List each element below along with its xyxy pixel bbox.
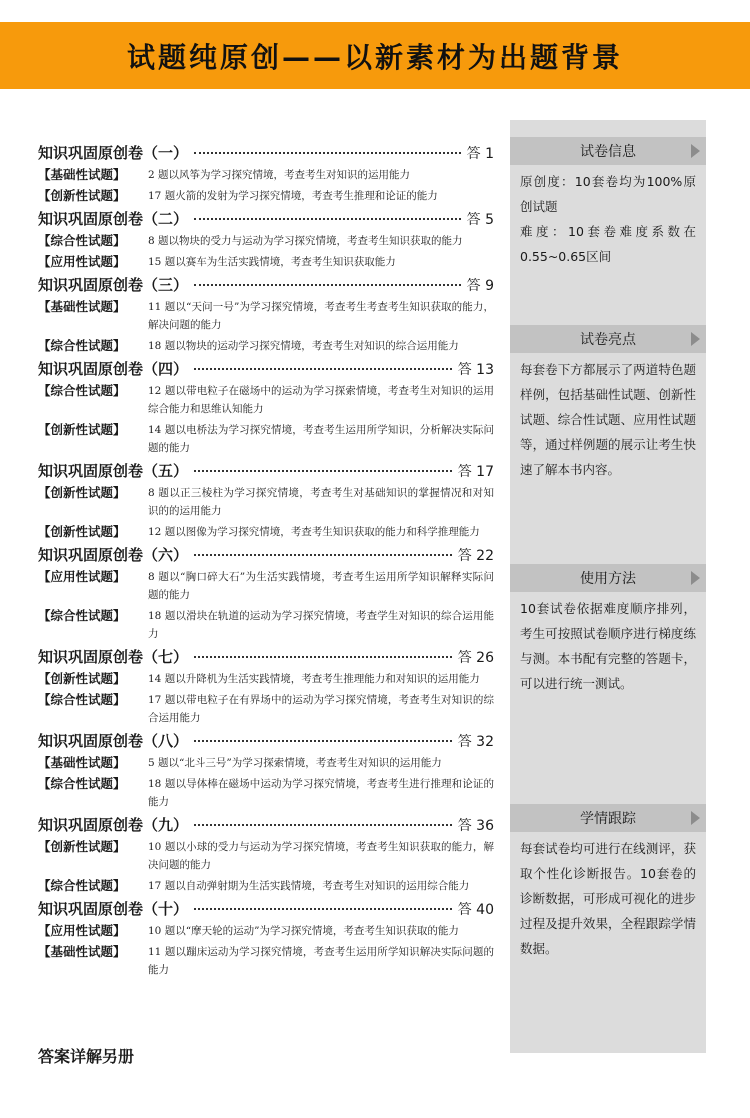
question-type-label: 【基础性试题】 bbox=[38, 755, 126, 770]
question-description: 14 题以升降机为生活实践情境，考查考生推理能力和对知识的运用能力 bbox=[148, 673, 480, 685]
toc-entry-title: 知识巩固原创卷（二） bbox=[38, 210, 189, 228]
toc-sub-item bbox=[38, 568, 494, 604]
question-description: 18 题以物块的运动学习探究情境，考查考生对知识的综合运用能力 bbox=[148, 340, 459, 352]
toc-entry-heading bbox=[38, 730, 494, 754]
toc-sub-item bbox=[38, 754, 494, 772]
toc-entry-title: 知识巩固原创卷（一） bbox=[38, 144, 189, 162]
toc-entry-page: 答 22 bbox=[457, 548, 494, 564]
question-type-label: 【综合性试题】 bbox=[38, 383, 126, 398]
toc-entry[interactable] bbox=[38, 730, 494, 811]
panel-section-header[interactable] bbox=[510, 137, 706, 165]
question-type-label: 【综合性试题】 bbox=[38, 878, 126, 893]
toc-entry-page: 答 13 bbox=[457, 362, 494, 378]
question-description: 17 题火箭的发射为学习探究情境，考查考生推理和论证的能力 bbox=[148, 190, 438, 202]
question-description: 8 题以“胸口碎大石”为生活实践情境，考查考生运用所学知识解释实际问题的能力 bbox=[148, 571, 494, 601]
panel-section-body: 原创度：10套卷均为100%原创试题 难度：10套卷难度系数在0.55~0.65区间 bbox=[520, 174, 696, 264]
panel-section-header[interactable] bbox=[510, 804, 706, 832]
question-description: 11 题以蹦床运动为学习探究情境，考查考生运用所学知识解决实际问题的能力 bbox=[148, 946, 494, 976]
panel-section-body: 每套试卷均可进行在线测评，获取个性化诊断报告。10套卷的诊断数据，可形成可视化的进步过程及提升效果，全程跟踪学情数据。 bbox=[520, 841, 696, 956]
toc-entry-page: 答 9 bbox=[466, 278, 494, 294]
panel-section-exam-info bbox=[510, 137, 706, 269]
dot-leader bbox=[194, 656, 452, 658]
question-type-label: 【综合性试题】 bbox=[38, 692, 126, 707]
dot-leader bbox=[194, 218, 461, 220]
toc-entry-heading bbox=[38, 142, 494, 166]
question-type-label: 【创新性试题】 bbox=[38, 485, 126, 500]
toc-entry[interactable] bbox=[38, 646, 494, 727]
dot-leader bbox=[194, 470, 452, 472]
toc-entry[interactable] bbox=[38, 208, 494, 271]
toc-entry-heading bbox=[38, 646, 494, 670]
toc-sub-item bbox=[38, 421, 494, 457]
panel-section-body: 每套卷下方都展示了两道特色题样例，包括基础性试题、创新性试题、综合性试题、应用性试题等，通过样例题的展示让考生快速了解本书内容。 bbox=[520, 362, 696, 477]
question-description: 12 题以图像为学习探究情境，考查考生知识获取的能力和科学推理能力 bbox=[148, 526, 480, 538]
panel-section-body: 10套试卷依据难度顺序排列，考生可按照试卷顺序进行梯度练与测。本书配有完整的答题卡，可以进行统一测试。 bbox=[520, 601, 696, 691]
question-description: 2 题以风筝为学习探究情境，考查考生对知识的运用能力 bbox=[148, 169, 411, 181]
panel-section-learning-tracking bbox=[510, 804, 706, 961]
page-title: 试题纯原创——以新素材为出题背景 bbox=[126, 40, 623, 74]
toc-sub-item bbox=[38, 187, 494, 205]
panel-section-title: 试卷亮点 bbox=[580, 332, 636, 348]
question-type-label: 【应用性试题】 bbox=[38, 254, 126, 269]
toc-sub-item bbox=[38, 670, 494, 688]
toc-sub-item bbox=[38, 298, 494, 334]
toc-entry[interactable] bbox=[38, 274, 494, 355]
question-type-label: 【创新性试题】 bbox=[38, 839, 126, 854]
question-type-label: 【基础性试题】 bbox=[38, 299, 126, 314]
toc-entry-heading bbox=[38, 544, 494, 568]
dot-leader bbox=[194, 554, 452, 556]
dot-leader bbox=[194, 908, 452, 910]
arrow-right-icon bbox=[691, 144, 700, 158]
question-description: 11 题以“天问一号”为学习探究情境，考查考生考查考生知识获取的能力，解决问题的能力 bbox=[148, 301, 494, 331]
toc-entry-title: 知识巩固原创卷（六） bbox=[38, 546, 189, 564]
dot-leader bbox=[194, 824, 452, 826]
panel-section-header[interactable] bbox=[510, 325, 706, 353]
question-description: 10 题以“摩天轮的运动”为学习探究情境，考查考生知识获取的能力 bbox=[148, 925, 459, 937]
question-type-label: 【基础性试题】 bbox=[38, 167, 126, 182]
toc-sub-item bbox=[38, 523, 494, 541]
question-type-label: 【创新性试题】 bbox=[38, 188, 126, 203]
toc-entry-page: 答 26 bbox=[457, 650, 494, 666]
question-type-label: 【创新性试题】 bbox=[38, 524, 126, 539]
info-panel bbox=[510, 120, 706, 1053]
toc-sub-item bbox=[38, 166, 494, 184]
panel-section-header[interactable] bbox=[510, 564, 706, 592]
toc-entry-page: 答 32 bbox=[457, 734, 494, 750]
question-description: 8 题以物块的受力与运动为学习探究情境，考查考生知识获取的能力 bbox=[148, 235, 463, 247]
question-description: 12 题以带电粒子在磁场中的运动为学习探索情境，考查考生对知识的运用综合能力和思维认知能力 bbox=[148, 385, 494, 415]
question-description: 14 题以电桥法为学习探究情境，考查考生运用所学知识，分析解决实际问题的能力 bbox=[148, 424, 494, 454]
toc-entry-page: 答 17 bbox=[457, 464, 494, 480]
question-type-label: 【综合性试题】 bbox=[38, 233, 126, 248]
question-type-label: 【综合性试题】 bbox=[38, 776, 126, 791]
question-description: 15 题以赛车为生活实践情境，考查考生知识获取能力 bbox=[148, 256, 396, 268]
question-description: 10 题以小球的受力与运动为学习探究情境，考查考生知识获取的能力，解决问题的能力 bbox=[148, 841, 494, 871]
dot-leader bbox=[194, 368, 452, 370]
toc-entry-title: 知识巩固原创卷（九） bbox=[38, 816, 189, 834]
question-type-label: 【应用性试题】 bbox=[38, 923, 126, 938]
arrow-right-icon bbox=[691, 571, 700, 585]
toc-entry[interactable] bbox=[38, 358, 494, 457]
question-type-label: 【综合性试题】 bbox=[38, 338, 126, 353]
toc-entry-heading bbox=[38, 460, 494, 484]
toc-entry[interactable] bbox=[38, 898, 494, 979]
toc-entry-heading bbox=[38, 358, 494, 382]
toc-sub-item bbox=[38, 232, 494, 250]
arrow-right-icon bbox=[691, 811, 700, 825]
question-description: 18 题以导体棒在磁场中运动为学习探究情境，考查考生进行推理和论证的能力 bbox=[148, 778, 494, 808]
toc-entry-title: 知识巩固原创卷（八） bbox=[38, 732, 189, 750]
table-of-contents bbox=[38, 142, 494, 982]
toc-entry-title: 知识巩固原创卷（三） bbox=[38, 276, 189, 294]
toc-sub-item bbox=[38, 607, 494, 643]
toc-entry-heading bbox=[38, 274, 494, 298]
toc-entry-heading bbox=[38, 208, 494, 232]
panel-section-exam-highlights bbox=[510, 325, 706, 482]
question-description: 18 题以滑块在轨道的运动为学习探究情境，考查学生对知识的综合运用能力 bbox=[148, 610, 494, 640]
toc-entry-heading bbox=[38, 898, 494, 922]
dot-leader bbox=[194, 152, 461, 154]
panel-section-title: 学情跟踪 bbox=[580, 811, 636, 827]
toc-entry[interactable] bbox=[38, 460, 494, 541]
question-type-label: 【应用性试题】 bbox=[38, 569, 126, 584]
dot-leader bbox=[194, 284, 461, 286]
question-type-label: 【综合性试题】 bbox=[38, 608, 126, 623]
question-description: 17 题以带电粒子在有界场中的运动为学习探究情境，考查考生对知识的综合运用能力 bbox=[148, 694, 494, 724]
toc-sub-item bbox=[38, 484, 494, 520]
toc-footer: 答案详解另册 bbox=[38, 1047, 135, 1066]
panel-section-title: 试卷信息 bbox=[580, 144, 636, 160]
toc-entry-title: 知识巩固原创卷（七） bbox=[38, 648, 189, 666]
toc-entry[interactable] bbox=[38, 544, 494, 643]
header-banner bbox=[0, 22, 750, 89]
toc-entry-title: 知识巩固原创卷（十） bbox=[38, 900, 189, 918]
toc-sub-item bbox=[38, 877, 494, 895]
toc-sub-item bbox=[38, 775, 494, 811]
toc-entry[interactable] bbox=[38, 142, 494, 205]
toc-entry-page: 答 1 bbox=[466, 146, 494, 162]
toc-sub-item bbox=[38, 943, 494, 979]
toc-sub-item bbox=[38, 922, 494, 940]
question-description: 17 题以自动弹射期为生活实践情境，考查考生对知识的运用综合能力 bbox=[148, 880, 470, 892]
toc-sub-item bbox=[38, 382, 494, 418]
question-description: 5 题以“北斗三号”为学习探索情境，考查考生对知识的运用能力 bbox=[148, 757, 442, 769]
toc-sub-item bbox=[38, 691, 494, 727]
question-type-label: 【创新性试题】 bbox=[38, 671, 126, 686]
toc-sub-item bbox=[38, 337, 494, 355]
panel-section-usage-method bbox=[510, 564, 706, 696]
question-description: 8 题以正三棱柱为学习探究情境，考查考生对基础知识的掌握情况和对知识的的运用能力 bbox=[148, 487, 494, 517]
toc-entry-page: 答 36 bbox=[457, 818, 494, 834]
toc-entry-page: 答 40 bbox=[457, 902, 494, 918]
panel-section-title: 使用方法 bbox=[580, 571, 636, 587]
toc-sub-item bbox=[38, 838, 494, 874]
toc-entry[interactable] bbox=[38, 814, 494, 895]
arrow-right-icon bbox=[691, 332, 700, 346]
toc-entry-heading bbox=[38, 814, 494, 838]
toc-entry-title: 知识巩固原创卷（四） bbox=[38, 360, 189, 378]
question-type-label: 【创新性试题】 bbox=[38, 422, 126, 437]
toc-entry-title: 知识巩固原创卷（五） bbox=[38, 462, 189, 480]
question-type-label: 【基础性试题】 bbox=[38, 944, 126, 959]
toc-sub-item bbox=[38, 253, 494, 271]
dot-leader bbox=[194, 740, 452, 742]
toc-entry-page: 答 5 bbox=[466, 212, 494, 228]
